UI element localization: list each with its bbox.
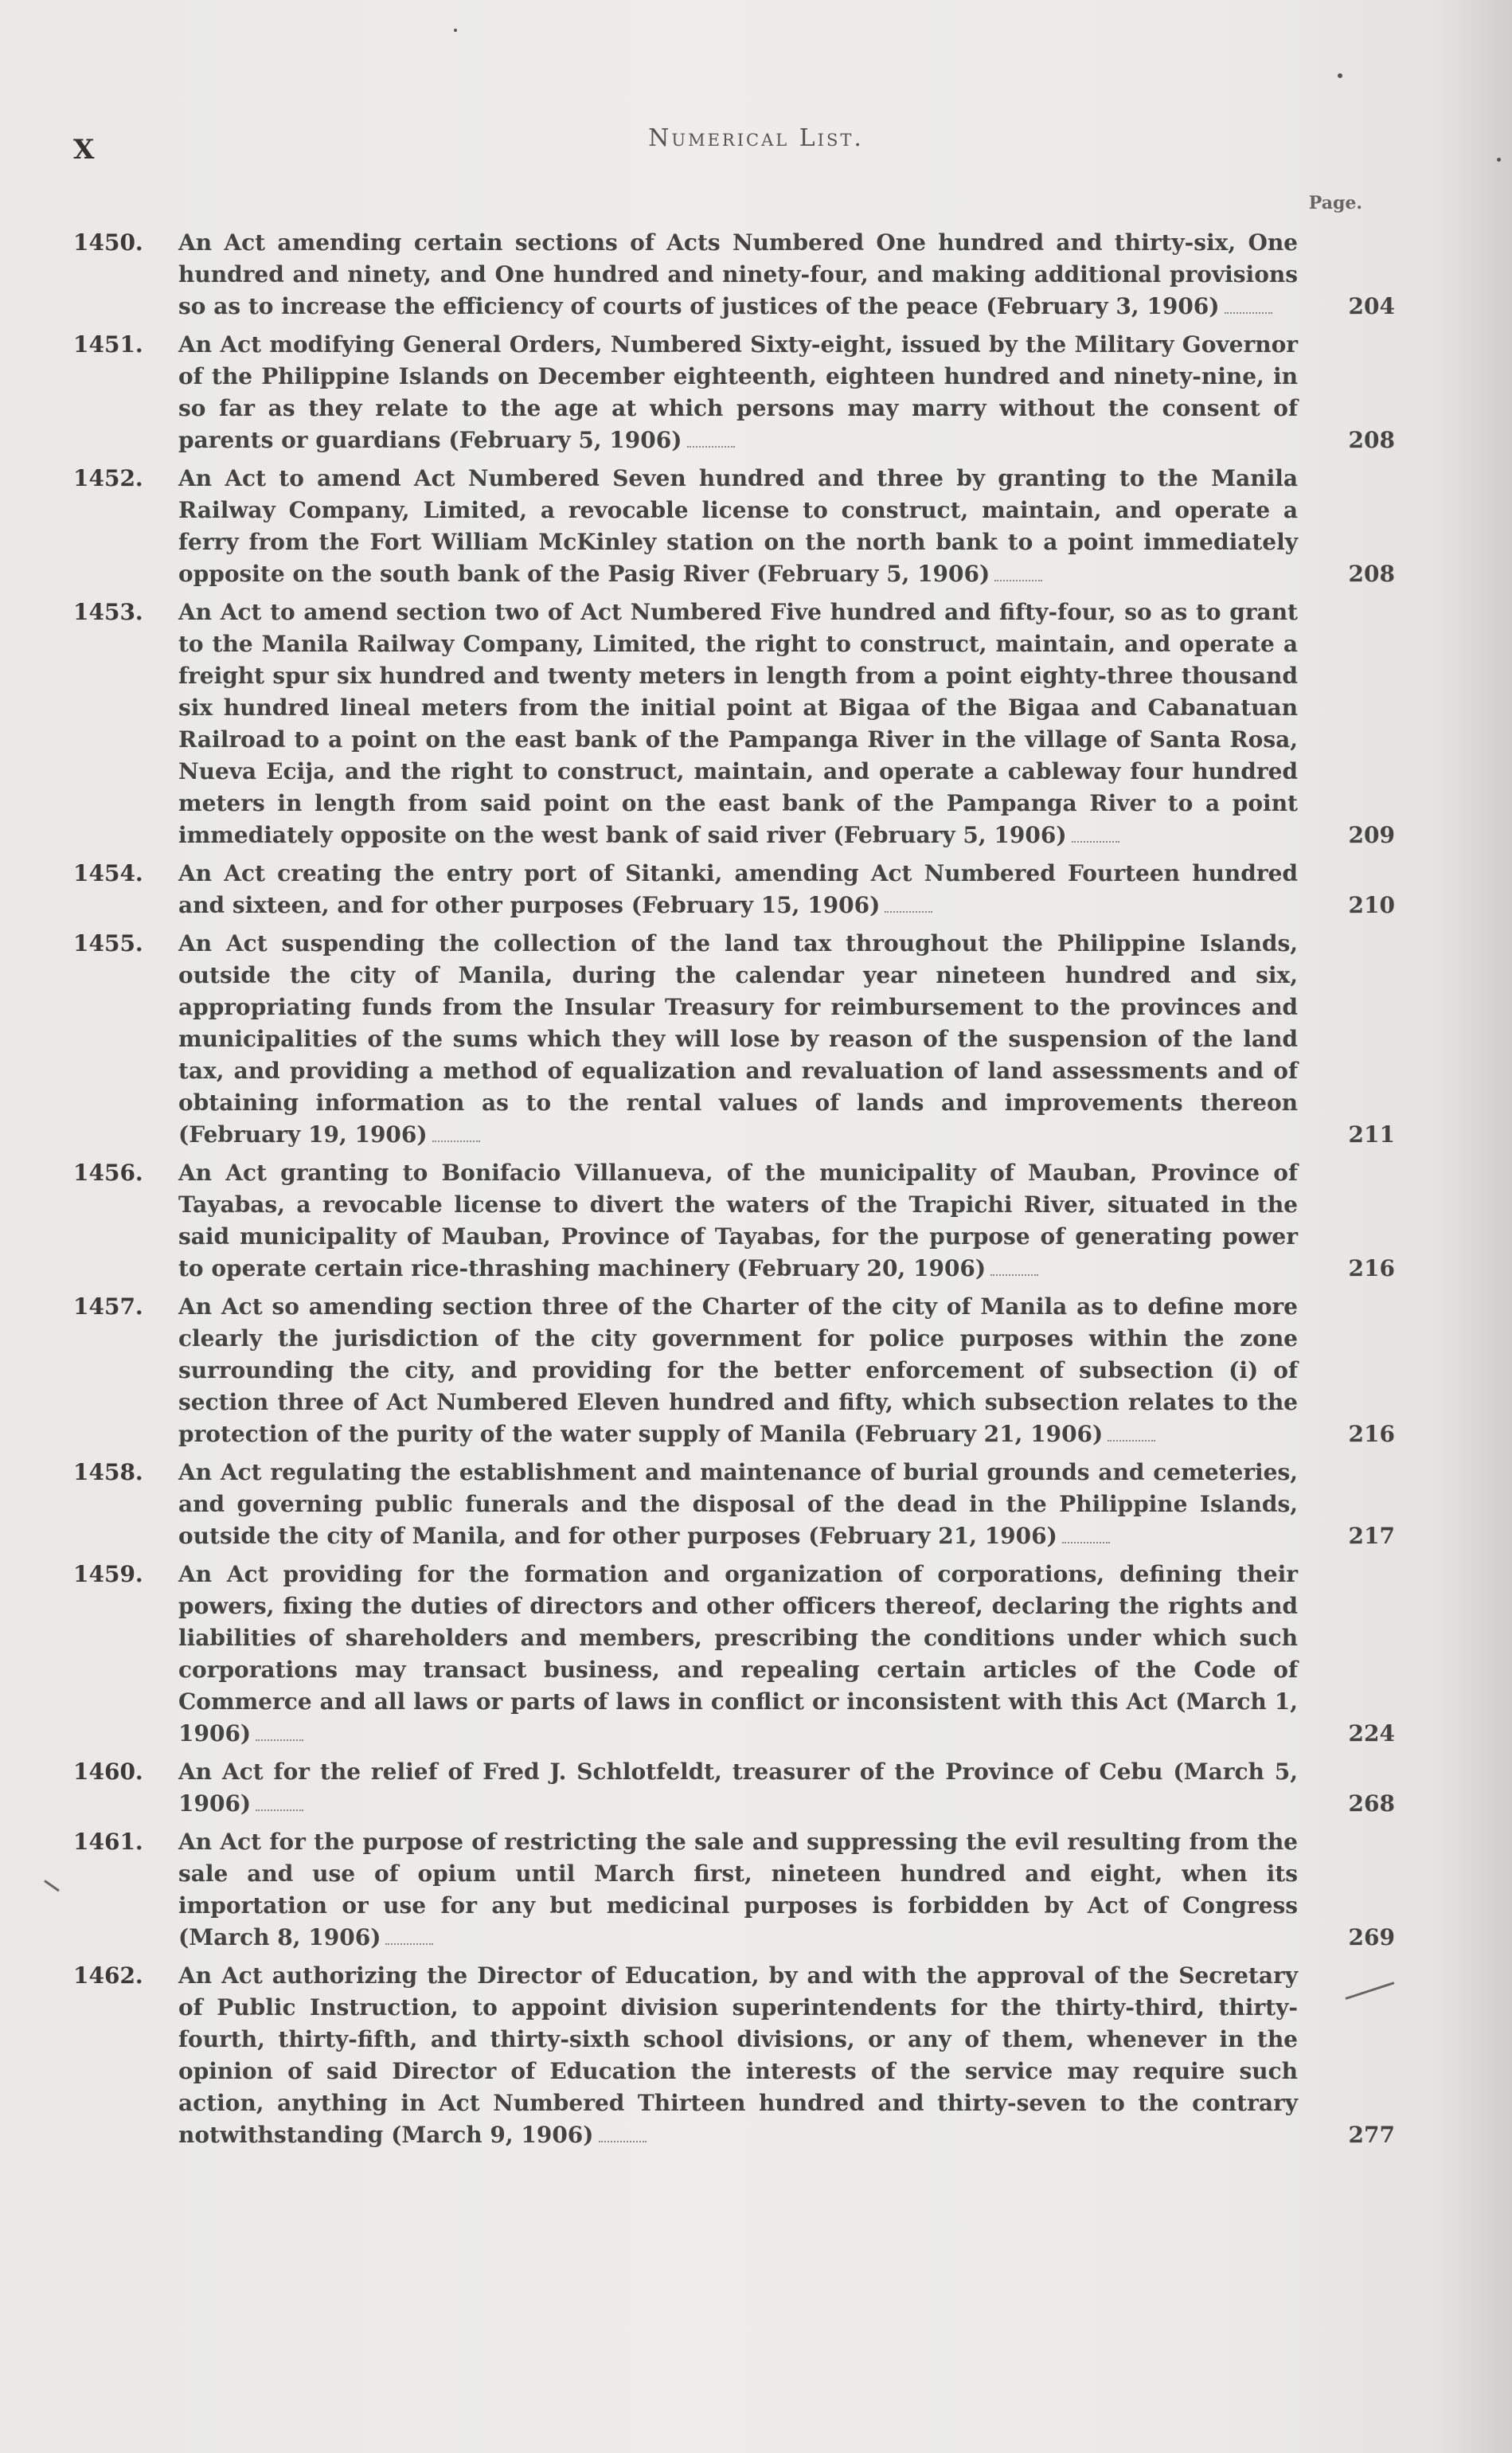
dot-leader <box>1108 1440 1155 1442</box>
act-title <box>73 463 1395 590</box>
act-entry-1459 <box>73 1559 1395 1750</box>
act-entry-1460 <box>73 1756 1395 1820</box>
running-head: Numerical List. <box>648 124 864 152</box>
act-entry-1455 <box>73 928 1395 1151</box>
act-page-number: 268 <box>1348 1790 1395 1817</box>
act-text: An Act regulating the establishment and maintenance of burial grounds and cemeteries, and governing public funerals and the disposal of the dead in the Philippine Islands, outside the city of Manila, and for other purposes (February 21, 1906) <box>178 1459 1298 1549</box>
dot-leader <box>687 446 735 448</box>
act-number: 1453. <box>73 599 143 625</box>
act-page-number: 211 <box>1348 1121 1395 1148</box>
act-text: An Act creating the entry port of Sitanki, amending Act Numbered Fourteen hundred and sixteen, and for other purposes (February 15, 1906) <box>178 860 1298 918</box>
act-page-number: 210 <box>1348 892 1395 918</box>
dot-leader <box>432 1140 480 1142</box>
act-entry-1453 <box>73 597 1395 851</box>
act-page-number: 216 <box>1348 1421 1395 1447</box>
act-page-number: 224 <box>1348 1720 1395 1747</box>
act-title <box>73 1291 1395 1450</box>
page-edge-shadow <box>1440 0 1512 2453</box>
act-number: 1457. <box>73 1293 143 1320</box>
act-entry-1462 <box>73 1960 1395 2151</box>
act-entry-1457 <box>73 1291 1395 1450</box>
act-number: 1460. <box>73 1759 143 1785</box>
act-entry-1456 <box>73 1157 1395 1285</box>
act-title <box>73 1457 1395 1552</box>
act-page-number: 208 <box>1348 561 1395 587</box>
act-page-number: 216 <box>1348 1255 1395 1281</box>
act-title <box>73 858 1395 921</box>
act-text: An Act suspending the collection of the land tax throughout the Philippine Islands, outside the city of Manila, during the calendar year nineteen hundred and six, appropriating funds from the Insular Treasury for reimbursement to the provinces and municipalities of the sums which they will lose by reason of the suspension of the land tax, and providing a method of equalization and revaluation of land assessments and of obtaining information as to the rental values of lands and improvements thereon (February 19, 1906) <box>178 930 1298 1148</box>
act-entry-1450 <box>73 227 1395 323</box>
act-number: 1455. <box>73 930 143 957</box>
act-title <box>73 1960 1395 2151</box>
page-number: X <box>73 134 95 166</box>
act-text: An Act providing for the formation and organization of corporations, defining their powers, fixing the duties of directors and other officers thereof, declaring the rights and liabilities of shareholders and members, prescribing the conditions under which such corporations may transact business, and repealing certain articles of the Code of Commerce and all laws or parts of laws in conflict or inconsistent with this Act (March 1, 1906) <box>178 1561 1298 1747</box>
act-title <box>73 227 1395 323</box>
act-number: 1456. <box>73 1160 143 1186</box>
act-page-number: 204 <box>1348 293 1395 319</box>
dot-leader <box>1072 841 1119 843</box>
scan-speck <box>1497 158 1501 162</box>
dot-leader <box>885 911 932 913</box>
act-number: 1451. <box>73 331 143 358</box>
scan-scratch <box>44 1880 60 1892</box>
act-entry-1451 <box>73 329 1395 456</box>
dot-leader <box>256 1739 303 1741</box>
act-text: An Act amending certain sections of Acts Numbered One hundred and thirty-six, One hundred and ninety, and One hundred and ninety-four, and making additional provisions so as to increase the efficiency of courts of justices of the peace (February 3, 1906) <box>178 229 1298 319</box>
dot-leader <box>1062 1542 1110 1543</box>
act-text: An Act for the purpose of restricting the sale and suppressing the evil resulting from the sale and use of opium until March first, nineteen hundred and eight, when its importation or use for any but medicinal purposes is forbidden by Act of Congress (March 8, 1906) <box>178 1829 1298 1950</box>
act-text: An Act authorizing the Director of Education, by and with the approval of the Secretary of Public Instruction, to appoint division superintendents for the thirty-third, thirty-fourth, thirty-fifth, and thirty-sixth school divisions, or any of them, whenever in the opinion of said Director of Education the interests of the service may require such action, anything in Act Numbered Thirteen hundred and thirty-seven to the contrary notwithstanding (March 9, 1906) <box>178 1962 1298 2148</box>
act-number: 1462. <box>73 1962 143 1989</box>
act-number: 1452. <box>73 465 143 491</box>
act-page-number: 209 <box>1348 822 1395 848</box>
act-entry-1454 <box>73 858 1395 921</box>
dot-leader <box>1225 312 1272 314</box>
act-page-number: 217 <box>1348 1523 1395 1549</box>
act-number: 1459. <box>73 1561 143 1587</box>
act-entry-1452 <box>73 463 1395 590</box>
dot-leader <box>256 1809 303 1811</box>
act-text: An Act to amend section two of Act Numbered Five hundred and fifty-four, so as to grant to the Manila Railway Company, Limited, the right to construct, maintain, and operate a freight spur six hundred and twenty meters in length from a point eighty-three thousand six hundred lineal meters from the initial point at Bigaa of the Bigaa and Cabanatuan Railroad to a point on the east bank of the Pampanga River in the village of Santa Rosa, Nueva Ecija, and the right to construct, maintain, and operate a cableway four hundred meters in length from said point on the east bank of the Pampanga River to a point immediately opposite on the west bank of said river (February 5, 1906) <box>178 599 1298 848</box>
act-title <box>73 1756 1395 1820</box>
act-text: An Act granting to Bonifacio Villanueva, of the municipality of Mauban, Province of Tayabas, a revocable license to divert the waters of the Trapichi River, situated in the said municipality of Mauban, Province of Tayabas, for the purpose of generating power to operate certain rice-thrashing machinery (February 20, 1906) <box>178 1160 1298 1281</box>
act-title <box>73 1826 1395 1954</box>
act-number: 1458. <box>73 1459 143 1485</box>
act-number: 1454. <box>73 860 143 886</box>
act-page-number: 277 <box>1348 2122 1395 2148</box>
act-number: 1461. <box>73 1829 143 1855</box>
act-text: An Act to amend Act Numbered Seven hundred and three by granting to the Manila Railway Company, Limited, a revocable license to construct, maintain, and operate a ferry from the Fort William McKinley station on the north bank to a point immediately opposite on the south bank of the Pasig River (February 5, 1906) <box>178 465 1298 587</box>
act-entry-1458 <box>73 1457 1395 1552</box>
dot-leader <box>385 1943 433 1945</box>
act-text: An Act for the relief of Fred J. Schlotfeldt, treasurer of the Province of Cebu (March 5, 1906) <box>178 1759 1298 1817</box>
act-page-number: 208 <box>1348 427 1395 453</box>
scan-speck <box>454 29 457 32</box>
dot-leader <box>994 580 1042 581</box>
act-title <box>73 329 1395 456</box>
act-title <box>73 928 1395 1151</box>
act-title <box>73 1559 1395 1750</box>
act-title <box>73 597 1395 851</box>
act-page-number: 269 <box>1348 1924 1395 1950</box>
act-text: An Act so amending section three of the Charter of the city of Manila as to define more clearly the jurisdiction of the city government for police purposes within the zone surrounding the city, and providing for the better enforcement of subsection (i) of section three of Act Numbered Eleven hundred and fifty, which subsection relates to the protection of the purity of the water supply of Manila (February 21, 1906) <box>178 1293 1298 1447</box>
act-list <box>73 227 1395 2158</box>
act-number: 1450. <box>73 229 143 256</box>
dot-leader <box>990 1274 1038 1276</box>
act-entry-1461 <box>73 1826 1395 1954</box>
scan-speck <box>1338 73 1342 78</box>
act-title <box>73 1157 1395 1285</box>
act-text: An Act modifying General Orders, Numbered Sixty-eight, issued by the Military Governor of the Philippine Islands on December eighteenth, eighteen hundred and ninety-nine, in so far as they relate to the age at which persons may marry without the consent of parents or guardians (February 5, 1906) <box>178 331 1298 453</box>
page-column-label: Page. <box>1308 193 1362 213</box>
dot-leader <box>599 2141 647 2142</box>
